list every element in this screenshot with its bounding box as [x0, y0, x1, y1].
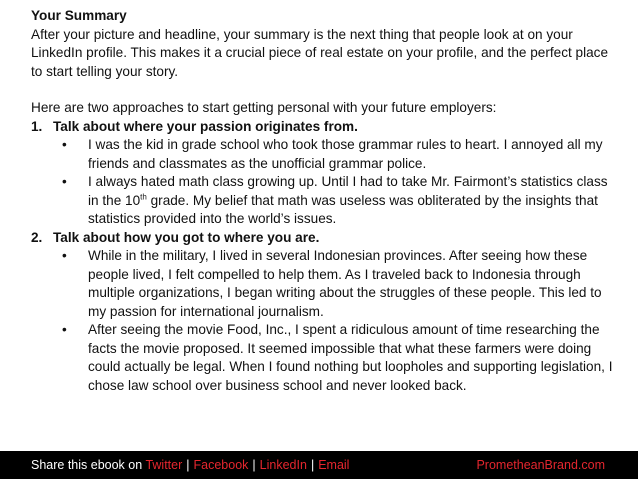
footer-bar [0, 451, 638, 479]
section-heading: Your Summary [31, 8, 127, 23]
example-list [31, 247, 621, 395]
share-text: Share this ebook on [31, 458, 143, 472]
ordinal-suffix: th [140, 191, 147, 201]
bullet-icon: • [62, 248, 67, 263]
approach-item-2 [31, 229, 621, 396]
intro-paragraph: After your picture and headline, your summary is the next thing that people look at on your LinkedIn profile. This makes it a crucial piece of real estate on your profile, and the perfect place to start telling your story. [31, 26, 609, 79]
example-text-part: grade. My belief that math was useless was obliterated by the insights that statistics provided into the world’s issues. [88, 192, 598, 226]
approach-heading [31, 229, 621, 248]
link-separator: | [186, 458, 190, 472]
linkedin-link[interactable]: LinkedIn [259, 458, 307, 472]
approach-heading [31, 118, 621, 137]
share-links [31, 451, 349, 479]
paragraph-gap [31, 81, 621, 99]
approach-title: Talk about how you got to where you are. [53, 229, 320, 245]
example-item [31, 136, 621, 173]
example-item [31, 173, 621, 229]
email-link[interactable]: Email [318, 458, 350, 472]
twitter-link[interactable]: Twitter [145, 458, 183, 472]
approach-number: 2. [31, 229, 43, 245]
facebook-link[interactable]: Facebook [193, 458, 249, 472]
link-separator: | [310, 458, 315, 472]
site-link-wrapper [476, 451, 605, 479]
approach-list [31, 118, 621, 396]
example-item [31, 321, 621, 395]
example-item [31, 247, 621, 321]
example-text [88, 173, 621, 229]
lead-paragraph: Here are two approaches to start getting personal with your future employers: [31, 100, 497, 115]
approach-item-1 [31, 118, 621, 229]
example-text-part: I always hated math class growing up. Until I had to take Mr. Fairmont’s statistics class in the 10 [88, 174, 608, 208]
example-text: While in the military, I lived in several Indonesian provinces. After seeing how these people lived, I felt compelled to help them. As I traveled back to Indonesia through multiple organizations, I began writing about the struggles of these people. This led to my passion for international journalism. [88, 248, 602, 319]
bullet-icon: • [62, 174, 67, 189]
example-text: After seeing the movie Food, Inc., I spent a ridiculous amount of time researching the facts the movie proposed. It seemed impossible that what these farmers were doing could actually be legal. When I found nothing but loopholes and supporting legislation, I chose law school over business school and never looked back. [88, 322, 613, 393]
site-link[interactable]: PrometheanBrand.com [476, 458, 605, 472]
example-list [31, 136, 621, 229]
bullet-icon: • [62, 322, 67, 337]
page-content [31, 7, 621, 395]
example-text: I was the kid in grade school who took those grammar rules to heart. I annoyed all my friends and classmates as the unofficial grammar police. [88, 137, 603, 171]
approach-title: Talk about where your passion originates from. [53, 118, 358, 134]
bullet-icon: • [62, 137, 67, 152]
approach-number: 1. [31, 118, 43, 134]
link-separator: | [252, 458, 256, 472]
